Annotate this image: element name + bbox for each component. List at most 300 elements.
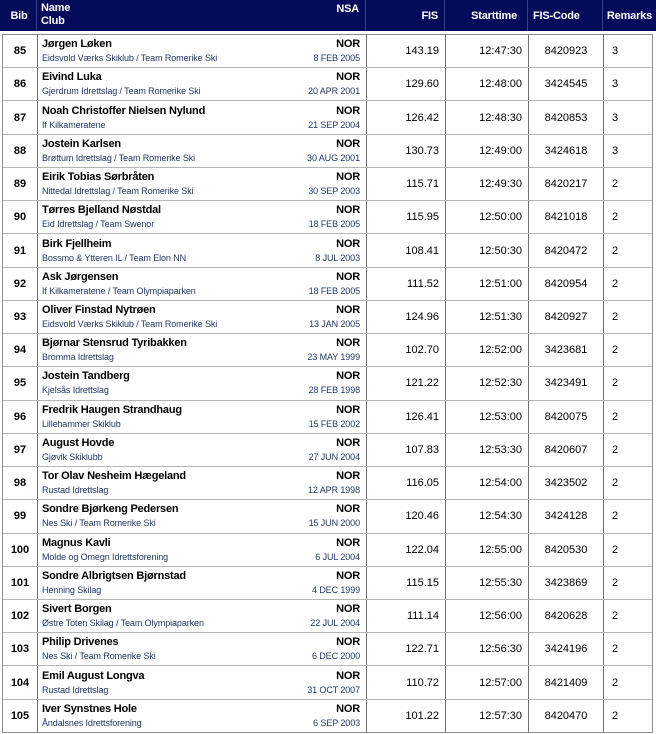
birthdate: 20 APR 2001 (308, 86, 360, 97)
remarks-cell (604, 268, 652, 300)
nsa-value: NOR (336, 436, 360, 449)
club-name: Nittedal Idrettslag / Team Romerike Ski (42, 186, 194, 197)
club-name: Bossmo & Ytteren IL / Team Elon NN (42, 252, 187, 263)
club-name: Åndalsnes Idrettsforening (42, 717, 142, 728)
header-fis-label: FIS (421, 9, 438, 22)
start-time: 12:47:30 (479, 45, 522, 58)
fis-points-cell (367, 500, 446, 532)
bib-cell (3, 68, 38, 100)
table-row (3, 633, 652, 666)
header-remarks-label: Remarks (606, 9, 652, 22)
start-time: 12:49:30 (479, 178, 522, 191)
remarks-value: 2 (612, 244, 619, 257)
name-club-cell (38, 500, 367, 532)
fis-points: 126.41 (405, 410, 439, 423)
remarks-cell (604, 168, 652, 200)
athlete-name: Jørgen Løken (42, 38, 112, 51)
fis-points-cell (367, 434, 446, 466)
remarks-cell (604, 633, 652, 665)
bib-cell (3, 467, 38, 499)
athlete-name: Sondre Albrigtsen Bjørnstad (42, 569, 186, 582)
starttime-cell (446, 666, 529, 698)
remarks-value: 2 (612, 510, 619, 523)
starttime-cell (446, 367, 529, 399)
club-date-line (42, 285, 360, 297)
bib-cell (3, 434, 38, 466)
fis-points: 120.46 (405, 510, 439, 523)
header-fis-code-label: FIS-Code (533, 9, 580, 22)
fis-points-cell (367, 201, 446, 233)
athlete-name: Iver Synstnes Hole (42, 702, 137, 715)
bib-cell (3, 234, 38, 266)
club-date-line (42, 185, 360, 197)
athlete-name: Birk Fjellheim (42, 237, 112, 250)
header-bib (2, 0, 37, 31)
club-name: Molde og Omegn Idrettsforening (42, 551, 169, 562)
name-nsa-line (42, 37, 360, 52)
fis-code-cell (529, 168, 604, 200)
fis-code-cell (529, 101, 604, 133)
bib-cell (3, 666, 38, 698)
table-row (3, 268, 652, 301)
fis-code: 8420217 (544, 178, 588, 191)
bib-cell (3, 700, 38, 732)
table-row (3, 334, 652, 367)
fis-code: 8420628 (544, 610, 588, 623)
nsa-value: NOR (336, 71, 360, 84)
start-time: 12:56:00 (479, 610, 522, 623)
nsa-value: NOR (336, 536, 360, 549)
fis-code-cell (529, 367, 604, 399)
name-nsa-line (42, 403, 360, 418)
fis-points-cell (367, 367, 446, 399)
birthdate: 27 JUN 2004 (308, 451, 360, 462)
birthdate: 22 JUL 2004 (310, 618, 360, 629)
athlete-name: Tor Olav Nesheim Hægeland (42, 470, 186, 483)
fis-points: 124.96 (405, 310, 439, 323)
club-name: Eid Idrettslag / Team Swenor (42, 219, 155, 230)
remarks-cell (604, 534, 652, 566)
club-name: Gjerdrum Idrettslag / Team Romerike Ski (42, 86, 201, 97)
fis-points: 129.60 (405, 78, 439, 91)
bib-cell (3, 101, 38, 133)
fis-code: 8421409 (544, 676, 588, 689)
remarks-cell (604, 234, 652, 266)
birthdate: 21 SEP 2004 (308, 119, 360, 130)
starttime-cell (446, 434, 529, 466)
fis-code: 8421018 (544, 211, 588, 224)
name-nsa-line (42, 203, 360, 218)
athlete-name: August Hovde (42, 436, 115, 449)
bib-number: 100 (10, 543, 30, 556)
club-name: Gjøvik Skiklubb (42, 451, 103, 462)
bib-number: 87 (13, 111, 27, 124)
club-date-line (42, 484, 360, 496)
remarks-cell (604, 68, 652, 100)
start-time: 12:49:00 (479, 144, 522, 157)
remarks-cell (604, 101, 652, 133)
club-name: If Kilkameratene / Team Olympiaparken (42, 285, 196, 296)
birthdate: 4 DEC 1999 (311, 584, 360, 595)
club-name: Brøttum Idrettslag / Team Romerike Ski (42, 152, 196, 163)
fis-points-cell (367, 633, 446, 665)
remarks-cell (604, 500, 652, 532)
name-nsa-line (42, 137, 360, 152)
nsa-value: NOR (336, 171, 360, 184)
nsa-value: NOR (336, 470, 360, 483)
fis-code-cell (529, 567, 604, 599)
bib-number: 91 (13, 244, 27, 257)
nsa-value: NOR (336, 237, 360, 250)
start-time: 12:48:00 (479, 78, 522, 91)
name-nsa-line (42, 104, 360, 119)
fis-code-cell (529, 301, 604, 333)
fis-points-cell (367, 467, 446, 499)
bib-cell (3, 600, 38, 632)
club-date-line (42, 384, 360, 396)
fis-points: 126.42 (405, 111, 439, 124)
starttime-cell (446, 234, 529, 266)
remarks-cell (604, 434, 652, 466)
fis-code: 3424196 (544, 643, 588, 656)
club-date-line (42, 584, 360, 596)
header-fis-code (528, 0, 603, 31)
fis-points: 111.14 (406, 610, 439, 623)
remarks-cell (604, 467, 652, 499)
name-club-cell (38, 101, 367, 133)
fis-code-cell (529, 500, 604, 532)
bib-cell (3, 334, 38, 366)
starttime-cell (446, 467, 529, 499)
bib-number: 101 (10, 576, 30, 589)
name-nsa-line (42, 635, 360, 650)
fis-code-cell (529, 68, 604, 100)
fis-points: 108.41 (405, 244, 439, 257)
table-row (3, 201, 652, 234)
athlete-name: Eivind Luka (42, 71, 102, 84)
nsa-value: NOR (336, 204, 360, 217)
bib-cell (3, 500, 38, 532)
athlete-name: Bjørnar Stensrud Tyribakken (42, 337, 187, 350)
start-time: 12:55:30 (479, 576, 522, 589)
birthdate: 6 DEC 2000 (311, 651, 360, 662)
fis-code: 3424128 (544, 510, 588, 523)
bib-cell (3, 268, 38, 300)
nsa-value: NOR (336, 702, 360, 715)
fis-code-cell (529, 135, 604, 167)
fis-code-cell (529, 666, 604, 698)
starttime-cell (446, 334, 529, 366)
fis-code: 8420607 (544, 443, 588, 456)
name-nsa-line (42, 336, 360, 351)
name-club-cell (38, 700, 367, 732)
remarks-value: 3 (612, 111, 619, 124)
club-date-line (42, 650, 360, 662)
bib-number: 88 (13, 144, 27, 157)
club-date-line (42, 617, 360, 629)
fis-points: 115.71 (406, 178, 439, 191)
start-time: 12:53:00 (479, 410, 522, 423)
club-date-line (42, 451, 360, 463)
start-time: 12:57:00 (479, 676, 522, 689)
club-date-line (42, 252, 360, 264)
fis-points-cell (367, 135, 446, 167)
header-nsa-label: NSA (336, 3, 359, 15)
club-name: Kjelsås Idrettslag (42, 385, 109, 396)
bib-number: 96 (13, 410, 27, 423)
header-name-club-stack (41, 2, 70, 28)
remarks-value: 2 (612, 576, 619, 589)
remarks-value: 2 (612, 344, 619, 357)
starttime-cell (446, 301, 529, 333)
nsa-value: NOR (336, 370, 360, 383)
fis-code-cell (529, 35, 604, 67)
bib-cell (3, 201, 38, 233)
remarks-cell (604, 201, 652, 233)
bib-number: 97 (13, 443, 27, 456)
header-starttime-label: Starttime (471, 9, 517, 22)
fis-points-cell (367, 301, 446, 333)
nsa-value: NOR (336, 38, 360, 51)
name-nsa-line (42, 170, 360, 185)
starttime-cell (446, 101, 529, 133)
birthdate: 13 JAN 2005 (309, 318, 360, 329)
starttime-cell (446, 268, 529, 300)
club-date-line (42, 52, 360, 64)
nsa-value: NOR (336, 403, 360, 416)
athlete-name: Jostein Tandberg (42, 370, 130, 383)
fis-code-cell (529, 234, 604, 266)
bib-number: 86 (13, 78, 27, 91)
athlete-name: Sivert Borgen (42, 603, 112, 616)
remarks-value: 2 (612, 277, 619, 290)
fis-points-cell (367, 68, 446, 100)
fis-points: 143.19 (405, 45, 439, 58)
club-date-line (42, 119, 360, 131)
club-name: Rustad Idrettslag (42, 485, 109, 496)
club-name: Nes Ski / Team Romerike Ski (42, 518, 156, 529)
name-club-cell (38, 666, 367, 698)
athlete-name: Noah Christoffer Nielsen Nylund (42, 104, 206, 117)
bib-number: 89 (13, 178, 27, 191)
name-club-cell (38, 434, 367, 466)
header-fis (366, 0, 445, 31)
bib-number: 105 (10, 709, 30, 722)
nsa-value: NOR (336, 337, 360, 350)
remarks-value: 2 (612, 676, 619, 689)
remarks-cell (604, 567, 652, 599)
remarks-cell (604, 367, 652, 399)
fis-code-cell (529, 633, 604, 665)
start-time: 12:56:30 (479, 643, 522, 656)
table-row (3, 367, 652, 400)
remarks-value: 2 (612, 610, 619, 623)
remarks-value: 2 (612, 310, 619, 323)
header-name-club (37, 0, 366, 31)
name-club-cell (38, 534, 367, 566)
start-time: 12:51:00 (479, 277, 522, 290)
bib-cell (3, 401, 38, 433)
fis-code: 3423502 (544, 477, 588, 490)
fis-code: 3424618 (544, 144, 588, 157)
club-name: Eidsvold Værks Skiklub / Team Romerike Ski (42, 53, 218, 64)
fis-points-cell (367, 700, 446, 732)
club-date-line (42, 218, 360, 230)
name-nsa-line (42, 237, 360, 252)
header-club-label: Club (41, 15, 65, 27)
nsa-value: NOR (336, 636, 360, 649)
bib-cell (3, 35, 38, 67)
name-nsa-line (42, 70, 360, 85)
remarks-value: 2 (612, 410, 619, 423)
club-date-line (42, 517, 360, 529)
fis-points: 121.22 (405, 377, 439, 390)
fis-code-cell (529, 467, 604, 499)
nsa-value: NOR (336, 270, 360, 283)
remarks-value: 3 (612, 144, 619, 157)
club-date-line (42, 85, 360, 97)
remarks-value: 2 (612, 709, 619, 722)
club-date-line (42, 418, 360, 430)
name-club-cell (38, 401, 367, 433)
athlete-name: Tørres Bjelland Nøstdal (42, 204, 161, 217)
remarks-cell (604, 334, 652, 366)
name-club-cell (38, 367, 367, 399)
name-club-cell (38, 234, 367, 266)
birthdate: 8 FEB 2005 (313, 53, 360, 64)
table-row (3, 467, 652, 500)
table-row (3, 500, 652, 533)
name-nsa-line (42, 270, 360, 285)
remarks-value: 2 (612, 377, 619, 390)
bib-number: 98 (13, 477, 27, 490)
birthdate: 8 JUL 2003 (315, 252, 360, 263)
bib-number: 94 (13, 344, 27, 357)
name-nsa-line (42, 369, 360, 384)
bib-number: 85 (13, 45, 27, 58)
nsa-value: NOR (336, 503, 360, 516)
start-time: 12:57:30 (479, 709, 522, 722)
starttime-cell (446, 700, 529, 732)
bib-number: 99 (13, 510, 27, 523)
fis-code-cell (529, 334, 604, 366)
starttime-cell (446, 135, 529, 167)
remarks-cell (604, 700, 652, 732)
birthdate: 6 SEP 2003 (313, 717, 360, 728)
start-time: 12:50:30 (479, 244, 522, 257)
fis-code-cell (529, 600, 604, 632)
nsa-value: NOR (336, 137, 360, 150)
club-date-line (42, 684, 360, 696)
birthdate: 31 OCT 2007 (307, 684, 360, 695)
table-row (3, 234, 652, 267)
athlete-name: Philip Drivenes (42, 636, 119, 649)
fis-points-cell (367, 567, 446, 599)
remarks-value: 2 (612, 178, 619, 191)
fis-code: 3423869 (544, 576, 588, 589)
table-header-row (0, 0, 656, 31)
birthdate: 12 APR 1998 (308, 485, 360, 496)
start-time: 12:50:00 (479, 211, 522, 224)
starttime-cell (446, 35, 529, 67)
fis-code-cell (529, 401, 604, 433)
table-row (3, 401, 652, 434)
nsa-value: NOR (336, 104, 360, 117)
fis-code: 3424545 (544, 78, 588, 91)
start-time: 12:48:30 (479, 111, 522, 124)
birthdate: 28 FEB 1998 (308, 385, 360, 396)
remarks-cell (604, 666, 652, 698)
fis-points: 115.15 (406, 576, 439, 589)
start-time: 12:53:30 (479, 443, 522, 456)
club-name: Henning Skilag (42, 584, 102, 595)
name-club-cell (38, 68, 367, 100)
fis-points: 116.05 (406, 477, 439, 490)
bib-number: 93 (13, 310, 27, 323)
starttime-cell (446, 168, 529, 200)
fis-code: 8420853 (544, 111, 588, 124)
name-club-cell (38, 301, 367, 333)
birthdate: 30 AUG 2001 (307, 152, 360, 163)
fis-points-cell (367, 234, 446, 266)
birthdate: 15 JUN 2000 (308, 518, 360, 529)
bib-number: 103 (10, 643, 30, 656)
remarks-value: 2 (612, 211, 619, 224)
birthdate: 18 FEB 2005 (308, 219, 360, 230)
club-name: If Kilkameratene (42, 119, 106, 130)
bib-number: 95 (13, 377, 27, 390)
start-time: 12:52:30 (479, 377, 522, 390)
header-name-label: Name (41, 2, 71, 14)
club-name: Nes Ski / Team Romerike Ski (42, 651, 156, 662)
name-club-cell (38, 334, 367, 366)
fis-code: 3423681 (544, 344, 588, 357)
club-date-line (42, 318, 360, 330)
name-nsa-line (42, 436, 360, 451)
bib-number: 90 (13, 211, 27, 224)
club-date-line (42, 551, 360, 563)
fis-code-cell (529, 434, 604, 466)
remarks-value: 2 (612, 443, 619, 456)
fis-points-cell (367, 334, 446, 366)
table-body (2, 34, 653, 733)
name-club-cell (38, 633, 367, 665)
athlete-name: Ask Jørgensen (42, 270, 119, 283)
start-time: 12:55:00 (479, 543, 522, 556)
remarks-value: 3 (612, 78, 619, 91)
table-row (3, 35, 652, 68)
club-date-line (42, 351, 360, 363)
athlete-name: Oliver Finstad Nytrøen (42, 303, 156, 316)
remarks-cell (604, 135, 652, 167)
starttime-cell (446, 401, 529, 433)
fis-points-cell (367, 268, 446, 300)
name-nsa-line (42, 702, 360, 717)
bib-number: 92 (13, 277, 27, 290)
header-starttime (445, 0, 528, 31)
birthdate: 23 MAY 1999 (307, 352, 360, 363)
name-nsa-line (42, 569, 360, 584)
table-row (3, 434, 652, 467)
starttime-cell (446, 201, 529, 233)
name-club-cell (38, 168, 367, 200)
club-name: Bromma Idrettslag (42, 352, 114, 363)
fis-points: 130.73 (405, 144, 439, 157)
birthdate: 6 JUL 2004 (315, 551, 360, 562)
club-name: Østre Toten Skilag / Team Olympiaparken (42, 618, 204, 629)
fis-points-cell (367, 35, 446, 67)
fis-code-cell (529, 268, 604, 300)
